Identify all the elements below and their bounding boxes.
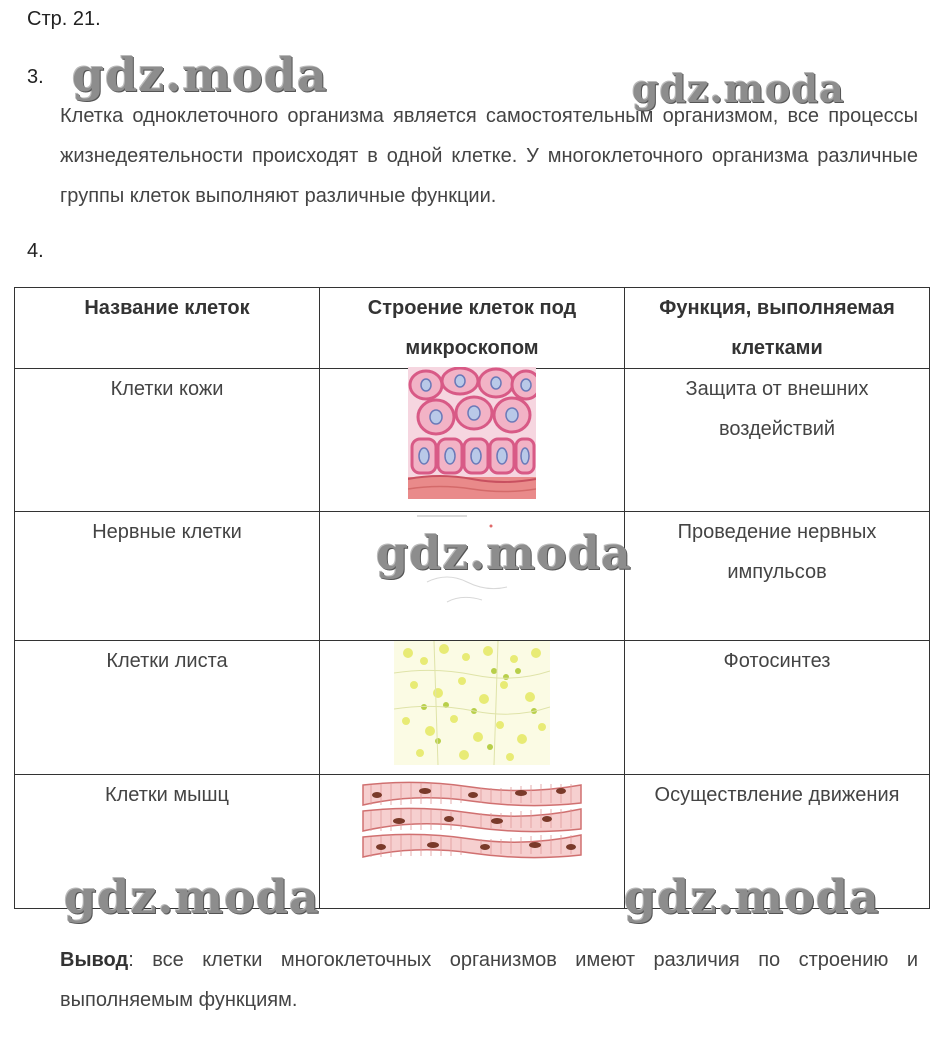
col-header-structure: Строение клеток под микроскопом: [320, 288, 625, 369]
table-row: [15, 775, 930, 909]
conclusion-label: Вывод: [60, 949, 129, 971]
table-row: [15, 512, 930, 641]
cell-image: [320, 369, 625, 512]
table-header-row: [15, 288, 930, 369]
leaf-cells-micrograph: [394, 641, 550, 765]
table-row: [15, 369, 930, 512]
cell-name: Клетки листа: [15, 641, 320, 775]
cell-function: Проведение нервных импульсов: [625, 512, 930, 641]
col-header-name: Название клеток: [15, 288, 320, 369]
task-3-number: 3.: [27, 66, 44, 88]
watermark: gdz.moda: [624, 870, 880, 924]
skin-cells-micrograph: [408, 367, 536, 499]
col-header-function: Функция, выполняемая клетками: [625, 288, 930, 369]
cell-name: Клетки мышц: [15, 775, 320, 909]
cell-image: [320, 775, 625, 909]
watermark: gdz.moda: [632, 66, 845, 111]
muscle-cells-micrograph: [361, 779, 583, 863]
cell-name: Клетки кожи: [15, 369, 320, 512]
cell-function: Защита от внешних воздействий: [625, 369, 930, 512]
task-4-number: 4.: [27, 240, 44, 262]
nerve-cells-micrograph: [407, 512, 537, 622]
task-3-answer: Клетка одноклеточного организма является самостоятельным организмом, все процессы жизнедеятельности происходят в одной клетке. У многоклеточного организма различные группы клеток выполняют различные функции.: [60, 105, 918, 207]
page-number-label: Стр. 21.: [27, 8, 101, 30]
conclusion-paragraph: [60, 940, 918, 1020]
cell-function: Фотосинтез: [625, 641, 930, 775]
cell-image: [320, 641, 625, 775]
cell-image: [320, 512, 625, 641]
cell-name: Нервные клетки: [15, 512, 320, 641]
cell-function: Осуществление движения: [625, 775, 930, 909]
table-row: [15, 641, 930, 775]
watermark: gdz.moda: [376, 526, 632, 580]
conclusion-text: : все клетки многоклеточных организмов имеют различия по строению и выполняемым функциям.: [60, 949, 918, 1011]
cells-table: [14, 287, 930, 909]
watermark: gdz.moda: [64, 870, 320, 924]
watermark: gdz.moda: [72, 48, 328, 102]
